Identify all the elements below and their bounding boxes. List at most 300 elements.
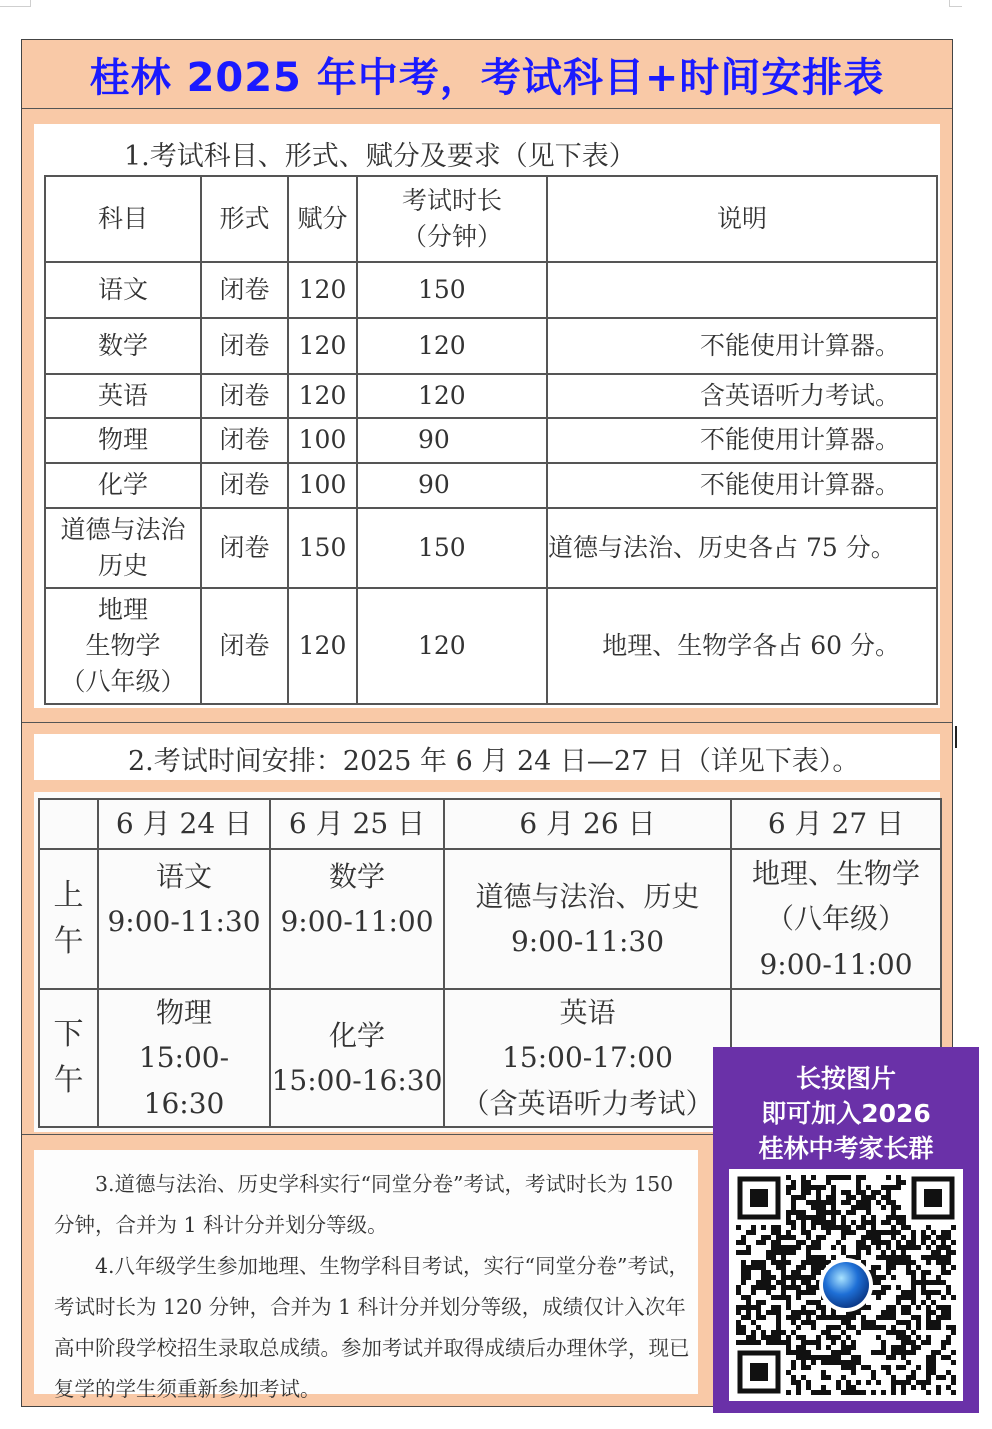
qr-module [851,1210,856,1215]
exam-subject: 语文 [155,860,212,893]
qr-module [746,1230,751,1235]
exam-slot [270,989,444,1127]
qr-module [761,1265,766,1270]
qr-module [836,1360,841,1365]
qr-module [851,1340,856,1345]
qr-module [866,1205,871,1210]
qr-module [921,1280,926,1285]
qr-module [921,1290,926,1295]
qr-module [841,1215,846,1220]
qr-module [901,1215,906,1220]
qr-module [911,1300,916,1305]
row-duration: 90 [357,418,547,463]
qr-module [791,1315,796,1320]
qr-module [791,1310,796,1315]
subjects-table [44,175,938,705]
row-subject-line1: 地理 [97,594,148,624]
qr-module [851,1195,856,1200]
qr-module [736,1225,741,1230]
qr-module [896,1230,901,1235]
qr-module [776,1280,781,1285]
header-score: 赋分 [288,176,357,262]
qr-module [921,1285,926,1290]
qr-module [896,1330,901,1335]
qr-module [831,1335,836,1340]
qr-module [816,1315,821,1320]
qr-module [851,1390,856,1395]
qr-module [841,1220,846,1225]
qr-module [931,1230,936,1235]
qr-module [771,1340,776,1345]
qr-module [866,1185,871,1190]
qr-module [771,1245,776,1250]
qr-module [926,1255,931,1260]
qr-module [926,1335,931,1340]
qr-module [811,1175,816,1180]
qr-module [846,1195,851,1200]
qr-module [886,1245,891,1250]
row-subject: 物理 [45,418,201,463]
qr-module [906,1225,911,1230]
qr-module [896,1380,901,1385]
qr-module [806,1365,811,1370]
qr-module [881,1230,886,1235]
qr-module [896,1350,901,1355]
qr-module [871,1320,876,1325]
qr-module [951,1225,956,1230]
section-divider [22,722,952,723]
qr-module [941,1280,946,1285]
qr-module [811,1285,816,1290]
qr-module [856,1225,861,1230]
row-subject [45,588,201,704]
qr-module [776,1240,781,1245]
qr-module [746,1265,751,1270]
row-score: 120 [288,374,357,418]
qr-module [796,1325,801,1330]
qr-module [776,1315,781,1320]
qr-module [901,1330,906,1335]
qr-module [916,1325,921,1330]
qr-module [946,1340,951,1345]
row-subject: 语文 [45,262,201,318]
qr-module [911,1240,916,1245]
qr-module [796,1345,801,1350]
qr-module [806,1250,811,1255]
qr-module [906,1320,911,1325]
qr-module [821,1385,826,1390]
qr-module [901,1310,906,1315]
qr-module [736,1310,741,1315]
qr-module [846,1175,851,1180]
qr-module [926,1390,931,1395]
qr-module [876,1275,881,1280]
qr-module [906,1380,911,1385]
qr-module [866,1200,871,1205]
qr-module [756,1310,761,1315]
qr-module [841,1330,846,1335]
qr-module [886,1315,891,1320]
qr-module [786,1245,791,1250]
qr-module [786,1250,791,1255]
qr-module [841,1365,846,1370]
qr-module [931,1300,936,1305]
qr-module [791,1380,796,1385]
qr-module [881,1255,886,1260]
qr-module [891,1185,896,1190]
qr-module [886,1365,891,1370]
table-row [45,463,937,508]
qr-module [916,1265,921,1270]
exam-subject: 英语 [559,996,616,1029]
row-form: 闭卷 [201,318,288,374]
qr-module [901,1345,906,1350]
qr-module [886,1260,891,1265]
row-duration: 150 [357,508,547,588]
qr-module [876,1325,881,1330]
qr-promo-card[interactable] [713,1047,979,1413]
qr-module [781,1285,786,1290]
qr-module [786,1390,791,1395]
qr-module [831,1225,836,1230]
qr-module [886,1305,891,1310]
qr-module [871,1370,876,1375]
qr-module [761,1280,766,1285]
qr-module [781,1250,786,1255]
qr-module [911,1370,916,1375]
section2-title-panel [34,734,940,780]
qr-module [906,1335,911,1340]
schedule-corner [39,799,98,849]
qr-module [801,1280,806,1285]
qr-module [921,1300,926,1305]
qr-module [901,1340,906,1345]
qr-module [891,1355,896,1360]
qr-module [906,1290,911,1295]
qr-module [876,1230,881,1235]
qr-module [791,1375,796,1380]
qr-module [941,1260,946,1265]
qr-module [811,1265,816,1270]
qr-module [866,1320,871,1325]
qr-module [851,1315,856,1320]
qr-module [941,1245,946,1250]
qr-module [796,1335,801,1340]
qr-module [796,1390,801,1395]
qr-module [941,1235,946,1240]
qr-module [881,1195,886,1200]
qr-module [936,1245,941,1250]
qr-module [826,1175,831,1180]
qr-module [936,1325,941,1330]
qr-module [916,1335,921,1340]
qr-module [771,1275,776,1280]
qr-module [911,1285,916,1290]
qr-module [786,1370,791,1375]
qr-module [891,1215,896,1220]
qr-module [946,1355,951,1360]
qr-module [741,1260,746,1265]
date-header: 6 月 27 日 [731,799,941,849]
qr-module [746,1300,751,1305]
qr-module [936,1390,941,1395]
qr-code[interactable] [729,1169,963,1401]
qr-module [871,1390,876,1395]
qr-module [811,1310,816,1315]
qr-module [896,1335,901,1340]
qr-module [926,1340,931,1345]
qr-module [791,1270,796,1275]
qr-module [746,1275,751,1280]
qr-center-logo-icon [823,1262,869,1308]
qr-module [741,1325,746,1330]
qr-module [781,1290,786,1295]
qr-module [881,1315,886,1320]
qr-module [771,1250,776,1255]
qr-module [766,1340,771,1345]
qr-module [901,1220,906,1225]
row-form: 闭卷 [201,262,288,318]
qr-module [761,1285,766,1290]
qr-module [881,1390,886,1395]
qr-module [901,1260,906,1265]
qr-module [816,1215,821,1220]
qr-module [906,1255,911,1260]
qr-module [876,1335,881,1340]
exam-subject: 地理、生物学 [751,856,920,890]
qr-module [791,1205,796,1210]
qr-module [846,1315,851,1320]
qr-module [911,1340,916,1345]
qr-module [831,1310,836,1315]
qr-module [751,1340,756,1345]
qr-module [886,1190,891,1195]
qr-module [926,1325,931,1330]
qr-module [841,1250,846,1255]
qr-module [851,1355,856,1360]
qr-module [771,1255,776,1260]
row-score: 150 [288,508,357,588]
qr-module [941,1375,946,1380]
row-score: 120 [288,588,357,704]
row-note: 含英语听力考试。 [547,374,937,418]
qr-module [801,1260,806,1265]
qr-module [911,1330,916,1335]
qr-module [886,1265,891,1270]
qr-module [891,1330,896,1335]
qr-module [806,1340,811,1345]
qr-module [936,1320,941,1325]
qr-module [826,1390,831,1395]
qr-module [916,1280,921,1285]
qr-module [926,1360,931,1365]
qr-module [821,1205,826,1210]
qr-module [761,1300,766,1305]
qr-module [886,1185,891,1190]
qr-module [836,1315,841,1320]
qr-module [761,1225,766,1230]
qr-module [856,1240,861,1245]
qr-module [821,1210,826,1215]
qr-module [776,1305,781,1310]
qr-module [781,1265,786,1270]
qr-module [906,1350,911,1355]
qr-module [896,1240,901,1245]
qr-module [931,1325,936,1330]
qr-module [791,1285,796,1290]
qr-module [826,1230,831,1235]
qr-module [806,1315,811,1320]
row-subject [45,508,201,588]
qr-module [881,1325,886,1330]
qr-module [781,1260,786,1265]
qr-module [786,1175,791,1180]
qr-module [741,1305,746,1310]
qr-module [951,1350,956,1355]
qr-module [936,1385,941,1390]
text-cursor [955,726,957,748]
qr-module [926,1245,931,1250]
qr-module [891,1315,896,1320]
qr-module [796,1350,801,1355]
qr-module [866,1380,871,1385]
qr-module [776,1335,781,1340]
qr-module [881,1285,886,1290]
qr-module [911,1350,916,1355]
qr-module [801,1350,806,1355]
qr-module [866,1195,871,1200]
qr-module [786,1345,791,1350]
qr-module [856,1180,861,1185]
exam-subject: 物理 [155,996,212,1029]
qr-module [921,1275,926,1280]
qr-module [816,1335,821,1340]
exam-slot [98,849,270,989]
qr-module [771,1260,776,1265]
qr-module [891,1390,896,1395]
qr-module [821,1185,826,1190]
qr-module [761,1335,766,1340]
qr-module [856,1330,861,1335]
qr-module [806,1280,811,1285]
qr-module [951,1380,956,1385]
qr-module [871,1225,876,1230]
qr-module [896,1365,901,1370]
qr-module [846,1345,851,1350]
qr-module [851,1385,856,1390]
qr-module [816,1200,821,1205]
qr-module [761,1260,766,1265]
qr-module [831,1185,836,1190]
qr-module [786,1350,791,1355]
qr-module [926,1310,931,1315]
header-duration-line1: 考试时长 [401,185,502,215]
qr-module [816,1345,821,1350]
qr-module [821,1215,826,1220]
qr-module [906,1360,911,1365]
qr-module [781,1245,786,1250]
exam-time: 9:00-11:00 [759,947,913,981]
qr-module [826,1315,831,1320]
qr-module [736,1240,741,1245]
qr-module [806,1185,811,1190]
qr-module [771,1295,776,1300]
qr-module [776,1245,781,1250]
qr-module [876,1290,881,1295]
qr-module [811,1205,816,1210]
qr-module [891,1210,896,1215]
qr-module [891,1260,896,1265]
qr-module [946,1285,951,1290]
exam-time: 15:00-17:00 [502,1041,673,1075]
qr-module [766,1280,771,1285]
qr-module [901,1350,906,1355]
qr-module [786,1190,791,1195]
exam-time: 9:00-11:30 [107,905,261,939]
qr-module [806,1300,811,1305]
qr-module [861,1175,866,1180]
qr-module [751,1265,756,1270]
qr-module [811,1300,816,1305]
qr-module [861,1195,866,1200]
qr-module [841,1190,846,1195]
qr-module [831,1360,836,1365]
page-corner-mark-right [949,0,962,7]
qr-module [886,1200,891,1205]
qr-module [801,1365,806,1370]
qr-module [866,1245,871,1250]
qr-module [876,1350,881,1355]
qr-module [801,1305,806,1310]
qr-module [921,1230,926,1235]
qr-module [881,1185,886,1190]
qr-module [811,1275,816,1280]
qr-module [816,1205,821,1210]
qr-module [926,1290,931,1295]
qr-module [896,1180,901,1185]
qr-module [936,1375,941,1380]
am-label [39,849,98,989]
qr-module [926,1280,931,1285]
qr-module [766,1270,771,1275]
qr-module [941,1240,946,1245]
qr-module [836,1335,841,1340]
qr-module [926,1270,931,1275]
qr-module [821,1360,826,1365]
qr-module [791,1195,796,1200]
qr-module [821,1355,826,1360]
section1-title: 1.考试科目、形式、赋分及要求（见下表） [124,141,636,172]
qr-module [796,1215,801,1220]
date-header: 6 月 25 日 [270,799,444,849]
qr-module [856,1190,861,1195]
qr-module [816,1190,821,1195]
qr-module [901,1245,906,1250]
qr-module [836,1380,841,1385]
qr-module [846,1190,851,1195]
qr-module [766,1285,771,1290]
qr-module [926,1315,931,1320]
qr-module [866,1210,871,1215]
qr-module [831,1205,836,1210]
qr-module [756,1300,761,1305]
schedule-date-row [39,799,941,849]
qr-module [891,1250,896,1255]
qr-module [776,1225,781,1230]
qr-module [856,1200,861,1205]
qr-module [791,1365,796,1370]
qr-module [941,1310,946,1315]
